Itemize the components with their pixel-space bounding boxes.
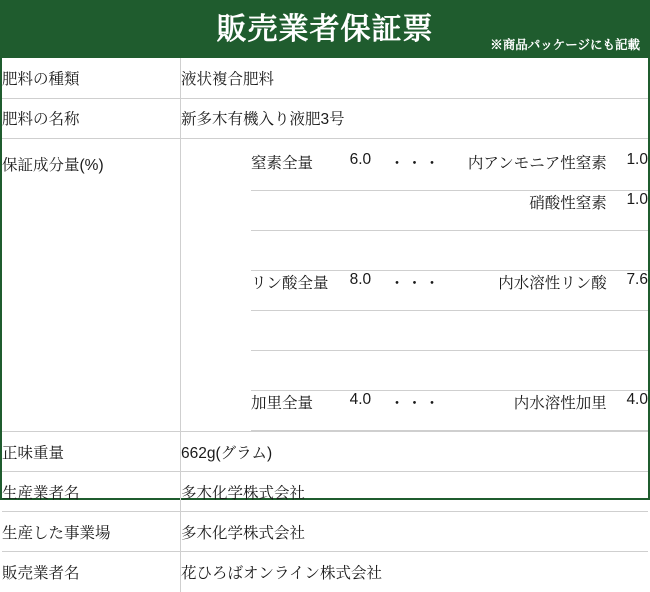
table-row bbox=[2, 552, 648, 592]
component-sub-amount: 1.0 bbox=[607, 191, 648, 231]
spacer bbox=[251, 351, 648, 391]
spec-table bbox=[2, 58, 648, 592]
guarantee-table bbox=[251, 151, 648, 432]
row-label: 肥料の名称 bbox=[2, 98, 181, 138]
guarantee-line bbox=[251, 271, 648, 311]
spacer bbox=[251, 311, 648, 351]
guarantee-values bbox=[181, 138, 649, 432]
row-label: 販売業者名 bbox=[2, 552, 181, 592]
table-row bbox=[2, 58, 648, 98]
spacer-cell bbox=[251, 231, 648, 271]
component-name bbox=[251, 191, 350, 231]
dots-separator: ・・・ bbox=[388, 271, 443, 311]
spacer-cell bbox=[251, 311, 648, 351]
row-value: 花ひろばオンライン株式会社 bbox=[181, 564, 383, 582]
component-sub-amount: 1.0 bbox=[607, 151, 648, 191]
row-label: 生産業者名 bbox=[2, 472, 181, 512]
spacer bbox=[251, 231, 648, 271]
component-sub-amount: 7.6 bbox=[607, 271, 648, 311]
component-sub-amount: 4.0 bbox=[607, 391, 648, 431]
component-name: 加里全量 bbox=[251, 391, 350, 431]
table-row bbox=[2, 512, 648, 552]
guarantee-label: 保証成分量(%) bbox=[2, 138, 181, 432]
document-header bbox=[2, 2, 648, 58]
component-amount: 6.0 bbox=[350, 151, 388, 191]
component-sub-name: 硝酸性窒素 bbox=[443, 191, 607, 231]
component-sub-name: 内アンモニア性窒素 bbox=[443, 151, 607, 191]
component-sub-name: 内水溶性加里 bbox=[443, 391, 607, 431]
component-amount: 8.0 bbox=[350, 271, 388, 311]
dots-separator: ・・・ bbox=[388, 151, 443, 191]
row-value: 液状複合肥料 bbox=[181, 58, 649, 98]
guarantee-line bbox=[251, 391, 648, 431]
component-name: リン酸全量 bbox=[251, 271, 350, 311]
dots-separator bbox=[388, 191, 443, 231]
row-value: 新多木有機入り液肥3号 bbox=[181, 98, 649, 138]
table-row bbox=[2, 98, 648, 138]
row-label: 生産した事業場 bbox=[2, 512, 181, 552]
row-value: 多木化学株式会社 bbox=[181, 472, 649, 512]
guarantee-line bbox=[251, 191, 648, 231]
row-label: 正味重量 bbox=[2, 432, 181, 472]
component-amount: 4.0 bbox=[350, 391, 388, 431]
page-title: 販売業者保証票 bbox=[216, 13, 434, 46]
guarantee-line bbox=[251, 151, 648, 191]
spacer-cell bbox=[251, 351, 648, 391]
table-row bbox=[2, 472, 648, 512]
component-name: 窒素全量 bbox=[251, 151, 350, 191]
row-label: 肥料の種類 bbox=[2, 58, 181, 98]
row-value: 662g(グラム) bbox=[181, 432, 649, 472]
dots-separator: ・・・ bbox=[388, 391, 443, 431]
table-row bbox=[2, 432, 648, 472]
row-value: 多木化学株式会社 bbox=[181, 512, 649, 552]
header-note: ※商品パッケージにも記載 bbox=[490, 38, 640, 52]
component-amount bbox=[350, 191, 388, 231]
guarantee-row bbox=[2, 138, 648, 432]
component-sub-name: 内水溶性リン酸 bbox=[443, 271, 607, 311]
